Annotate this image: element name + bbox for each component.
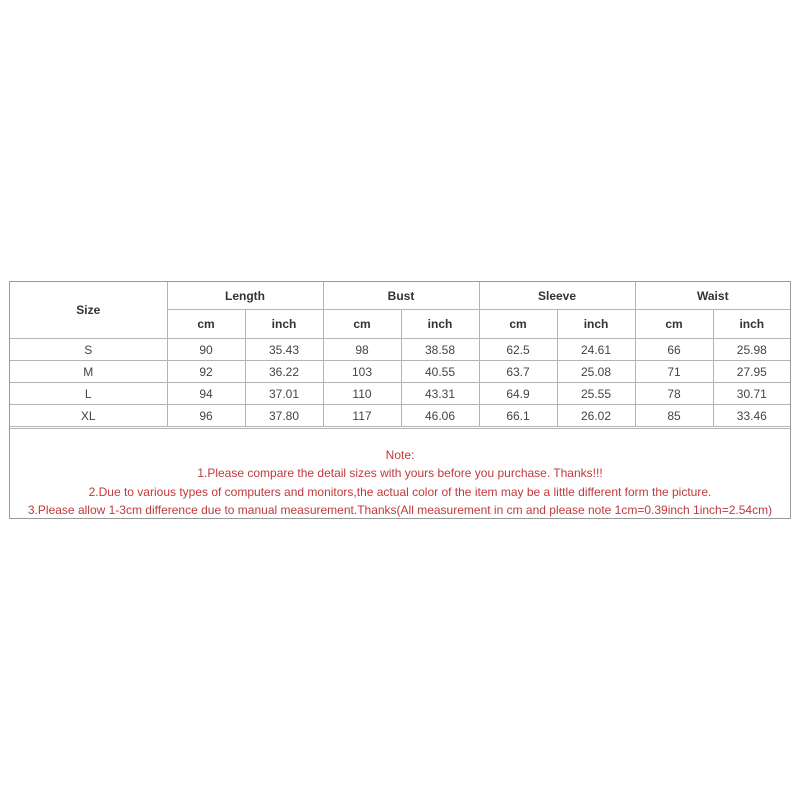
- bust-cm-cell: 103: [323, 361, 401, 383]
- table-row: [10, 405, 790, 427]
- unit-header-length-cm: cm: [167, 310, 245, 339]
- table-row: [10, 383, 790, 405]
- bust-cm-cell: 110: [323, 383, 401, 405]
- table-row: [10, 339, 790, 361]
- bust-cm-cell: 117: [323, 405, 401, 427]
- length-inch-cell: 37.01: [245, 383, 323, 405]
- waist-inch-cell: 33.46: [713, 405, 790, 427]
- sleeve-inch-cell: 25.08: [557, 361, 635, 383]
- unit-header-bust-cm: cm: [323, 310, 401, 339]
- length-cm-cell: 94: [167, 383, 245, 405]
- size-chart: [9, 281, 791, 519]
- sleeve-cm-cell: 62.5: [479, 339, 557, 361]
- notes-title: Note:: [385, 448, 415, 462]
- waist-inch-cell: 30.71: [713, 383, 790, 405]
- bust-inch-cell: 43.31: [401, 383, 479, 405]
- length-cm-cell: 90: [167, 339, 245, 361]
- length-cm-cell: 96: [167, 405, 245, 427]
- sleeve-inch-cell: 25.55: [557, 383, 635, 405]
- waist-cm-cell: 66: [635, 339, 713, 361]
- length-inch-cell: 37.80: [245, 405, 323, 427]
- length-inch-cell: 36.22: [245, 361, 323, 383]
- size-cell: XL: [10, 405, 167, 427]
- table-row: [10, 361, 790, 383]
- length-cm-cell: 92: [167, 361, 245, 383]
- group-header-sleeve: Sleeve: [479, 282, 635, 310]
- unit-header-sleeve-inch: inch: [557, 310, 635, 339]
- size-cell: L: [10, 383, 167, 405]
- unit-header-bust-inch: inch: [401, 310, 479, 339]
- unit-header-waist-cm: cm: [635, 310, 713, 339]
- unit-header-length-inch: inch: [245, 310, 323, 339]
- group-header-length: Length: [167, 282, 323, 310]
- sleeve-inch-cell: 24.61: [557, 339, 635, 361]
- note-line-1: 1.Please compare the detail sizes with yours before you purchase. Thanks!!!: [197, 466, 603, 481]
- sleeve-cm-cell: 66.1: [479, 405, 557, 427]
- bust-inch-cell: 46.06: [401, 405, 479, 427]
- note-line-3: 3.Please allow 1-3cm difference due to manual measurement.Thanks(All measurement in cm and please note 1cm=0.39inch 1inch=2.54cm): [27, 502, 773, 517]
- waist-cm-cell: 71: [635, 361, 713, 383]
- unit-header-sleeve-cm: cm: [479, 310, 557, 339]
- length-inch-cell: 35.43: [245, 339, 323, 361]
- notes-section: [10, 428, 790, 519]
- waist-inch-cell: 25.98: [713, 339, 790, 361]
- size-cell: M: [10, 361, 167, 383]
- size-cell: S: [10, 339, 167, 361]
- size-column-header: Size: [10, 282, 167, 339]
- note-line-2: 2.Due to various types of computers and monitors,the actual color of the item may be a little different form the picture.: [88, 484, 712, 499]
- group-header-waist: Waist: [635, 282, 790, 310]
- size-table: [10, 282, 790, 427]
- sleeve-inch-cell: 26.02: [557, 405, 635, 427]
- unit-header-waist-inch: inch: [713, 310, 790, 339]
- bust-cm-cell: 98: [323, 339, 401, 361]
- waist-cm-cell: 78: [635, 383, 713, 405]
- sleeve-cm-cell: 63.7: [479, 361, 557, 383]
- header-row-groups: [10, 282, 790, 310]
- bust-inch-cell: 40.55: [401, 361, 479, 383]
- waist-inch-cell: 27.95: [713, 361, 790, 383]
- group-header-bust: Bust: [323, 282, 479, 310]
- sleeve-cm-cell: 64.9: [479, 383, 557, 405]
- waist-cm-cell: 85: [635, 405, 713, 427]
- bust-inch-cell: 38.58: [401, 339, 479, 361]
